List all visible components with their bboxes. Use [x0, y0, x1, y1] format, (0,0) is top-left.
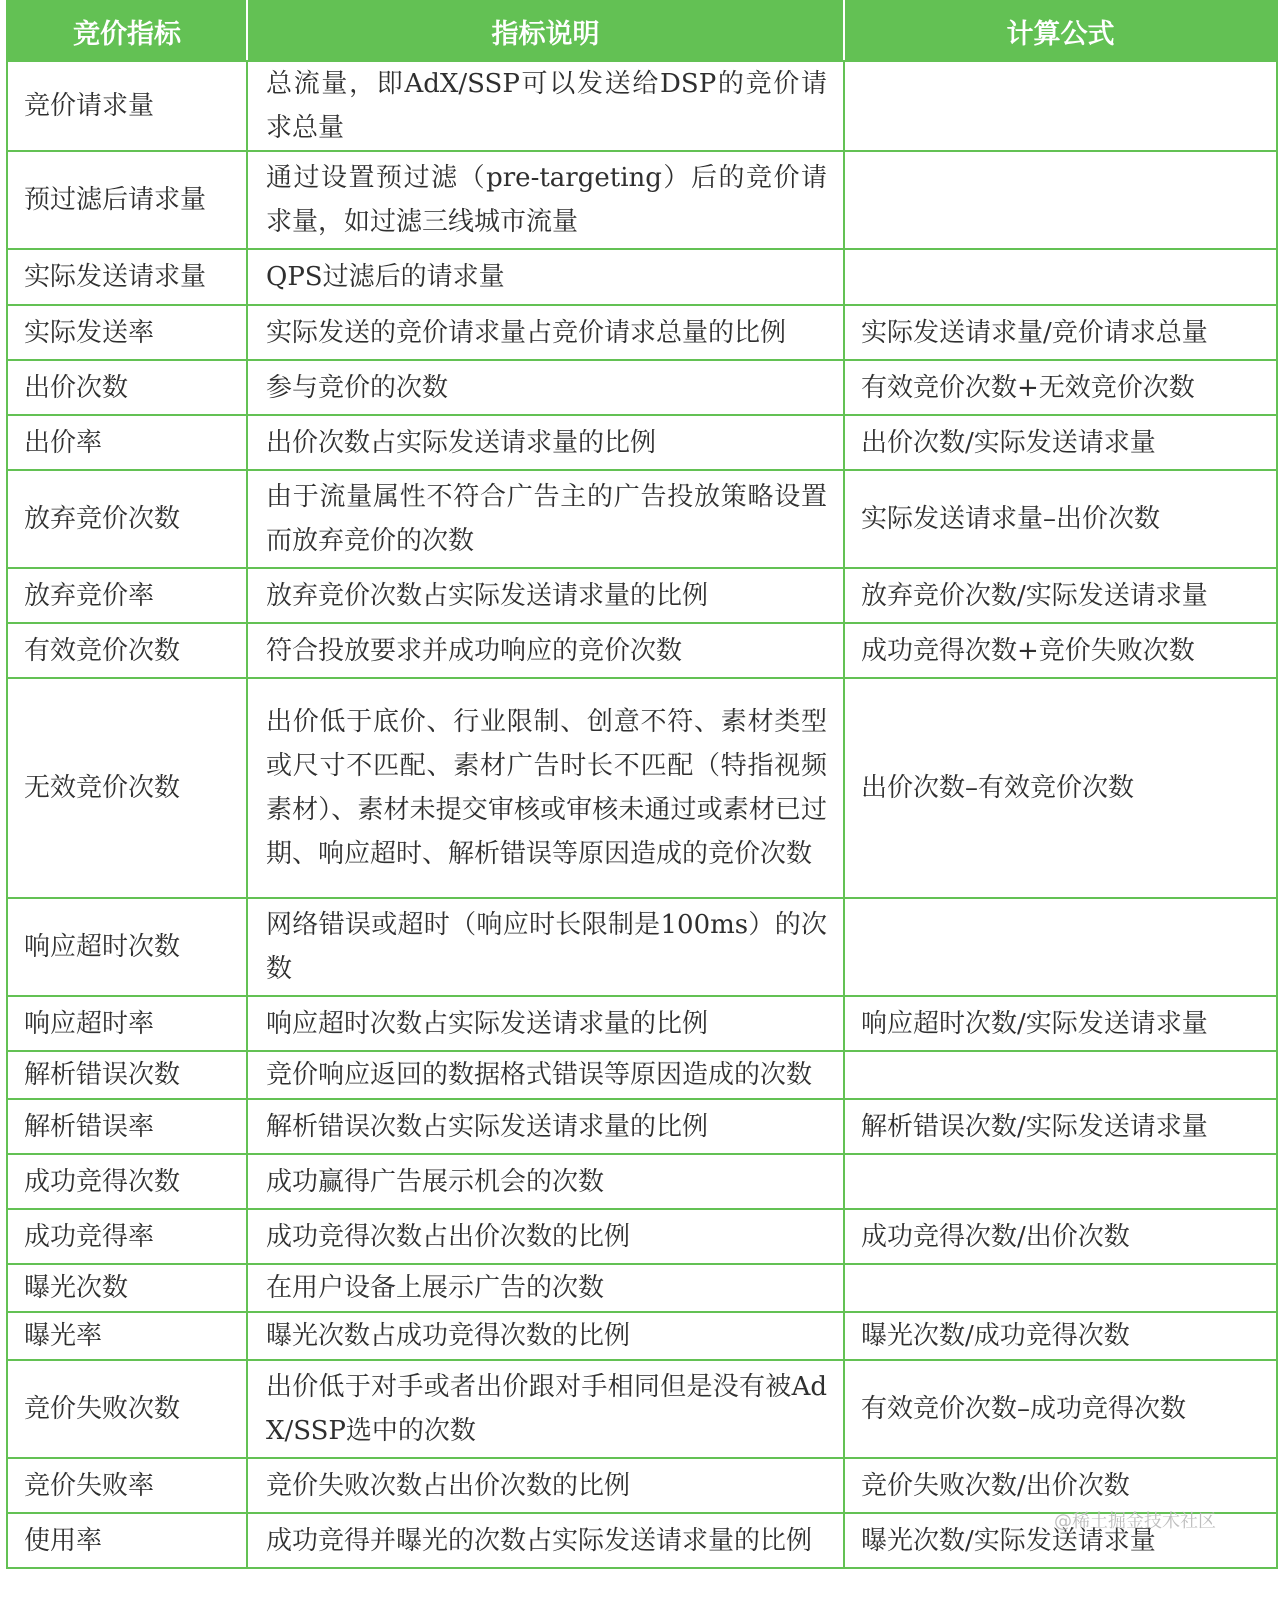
description-cell — [247, 898, 844, 996]
metric-cell — [7, 305, 247, 360]
table-row — [7, 415, 1277, 470]
metric-cell-text: 曝光率 — [24, 1321, 103, 1351]
table-row — [7, 151, 1277, 249]
formula-cell — [844, 1360, 1277, 1458]
metric-cell-text: 实际发送率 — [24, 317, 155, 348]
metric-cell — [7, 1360, 247, 1458]
formula-cell — [844, 470, 1277, 568]
table-row — [7, 996, 1277, 1051]
formula-cell — [844, 623, 1277, 678]
header-metric: 竞价指标 — [7, 1, 247, 61]
description-cell — [247, 1051, 844, 1099]
formula-cell — [844, 249, 1277, 305]
metric-cell-text: 有效竞价次数 — [24, 635, 181, 666]
description-cell — [247, 1312, 844, 1360]
formula-cell — [844, 415, 1277, 470]
metrics-table-container — [6, 0, 1276, 1569]
description-cell — [247, 1099, 844, 1154]
description-cell — [247, 1513, 844, 1568]
formula-cell-text: 实际发送请求量–出价次数 — [861, 504, 1161, 534]
header-description: 指标说明 — [247, 1, 844, 61]
description-cell — [247, 249, 844, 305]
table-row — [7, 1264, 1277, 1312]
metric-cell — [7, 415, 247, 470]
description-cell-text: 响应超时次数占实际发送请求量的比例 — [266, 1008, 709, 1039]
description-cell-text: 出价低于对手或者出价跟对手相同但是没有被AdX/SSP选中的次数 — [266, 1372, 827, 1446]
metric-cell — [7, 1154, 247, 1209]
description-cell — [247, 678, 844, 898]
formula-cell — [844, 568, 1277, 623]
formula-cell — [844, 305, 1277, 360]
description-cell-text: 成功竞得并曝光的次数占实际发送请求量的比例 — [266, 1525, 813, 1556]
formula-cell-text: 成功竞得次数+竞价失败次数 — [861, 635, 1195, 666]
metric-cell — [7, 470, 247, 568]
formula-cell — [844, 1154, 1277, 1209]
metric-cell — [7, 360, 247, 415]
table-row — [7, 1209, 1277, 1264]
metric-cell — [7, 1458, 247, 1513]
description-cell-text: 解析错误次数占实际发送请求量的比例 — [266, 1111, 709, 1142]
metric-cell-text: 放弃竞价次数 — [24, 504, 181, 534]
description-cell — [247, 151, 844, 249]
table-row — [7, 1051, 1277, 1099]
formula-cell — [844, 1264, 1277, 1312]
metric-cell — [7, 151, 247, 249]
metric-cell — [7, 1099, 247, 1154]
table-row — [7, 360, 1277, 415]
description-cell — [247, 1209, 844, 1264]
formula-cell-text: 响应超时次数/实际发送请求量 — [861, 1008, 1208, 1039]
metric-cell-text: 使用率 — [24, 1525, 103, 1556]
formula-cell-text: 成功竞得次数/出价次数 — [861, 1221, 1130, 1252]
metric-cell — [7, 1264, 247, 1312]
formula-cell-text: 曝光次数/成功竞得次数 — [861, 1321, 1130, 1351]
metric-cell — [7, 996, 247, 1051]
metric-cell-text: 响应超时次数 — [24, 932, 181, 962]
table-row — [7, 1458, 1277, 1513]
metric-cell-text: 响应超时率 — [24, 1008, 155, 1039]
metric-cell — [7, 61, 247, 151]
table-row — [7, 249, 1277, 305]
description-cell-text: 成功赢得广告展示机会的次数 — [266, 1166, 605, 1197]
table-row — [7, 898, 1277, 996]
metric-cell — [7, 1209, 247, 1264]
metric-cell-text: 无效竞价次数 — [24, 773, 181, 803]
bidding-metrics-table — [6, 0, 1278, 1569]
description-cell — [247, 1458, 844, 1513]
description-cell — [247, 305, 844, 360]
description-cell-text: 出价次数占实际发送请求量的比例 — [266, 427, 657, 458]
formula-cell-text: 有效竞价次数–成功竞得次数 — [861, 1394, 1187, 1424]
description-cell-text: 曝光次数占成功竞得次数的比例 — [266, 1321, 631, 1351]
metric-cell-text: 出价次数 — [24, 372, 129, 403]
formula-cell — [844, 996, 1277, 1051]
table-body — [7, 61, 1277, 1568]
table-row — [7, 568, 1277, 623]
table-row — [7, 305, 1277, 360]
table-row — [7, 470, 1277, 568]
description-cell — [247, 623, 844, 678]
table-row — [7, 1099, 1277, 1154]
metric-cell-text: 解析错误次数 — [24, 1060, 181, 1090]
description-cell — [247, 996, 844, 1051]
formula-cell — [844, 1209, 1277, 1264]
description-cell — [247, 470, 844, 568]
description-cell — [247, 1360, 844, 1458]
formula-cell-text: 放弃竞价次数/实际发送请求量 — [861, 580, 1208, 611]
metric-cell-text: 曝光次数 — [24, 1273, 129, 1303]
description-cell-text: 竞价响应返回的数据格式错误等原因造成的次数 — [266, 1060, 813, 1090]
watermark: @稀土掘金技术社区 — [1054, 1511, 1216, 1532]
formula-cell-text: 实际发送请求量/竞价请求总量 — [861, 317, 1208, 348]
table-row — [7, 1154, 1277, 1209]
metric-cell-text: 竞价请求量 — [24, 91, 155, 121]
description-cell-text: 实际发送的竞价请求量占竞价请求总量的比例 — [266, 317, 787, 348]
table-header-row — [7, 1, 1277, 61]
table-row — [7, 678, 1277, 898]
metric-cell-text: 预过滤后请求量 — [24, 185, 207, 215]
description-cell-text: 通过设置预过滤（pre-targeting）后的竞价请求量，如过滤三线城市流量 — [266, 163, 827, 237]
description-cell-text: 总流量，即AdX/SSP可以发送给DSP的竞价请求总量 — [266, 69, 827, 143]
formula-cell-text: 有效竞价次数+无效竞价次数 — [861, 372, 1195, 403]
metric-cell — [7, 1513, 247, 1568]
description-cell-text: 竞价失败次数占出价次数的比例 — [266, 1470, 631, 1501]
description-cell-text: 出价低于底价、行业限制、创意不符、素材类型或尺寸不匹配、素材广告时长不匹配（特指视频素材）、素材未提交审核或审核未通过或素材已过期、响应超时、解析错误等原因造成的竞价次数 — [266, 707, 827, 869]
metric-cell — [7, 249, 247, 305]
formula-cell — [844, 1458, 1277, 1513]
description-cell-text: QPS过滤后的请求量 — [266, 262, 505, 292]
metric-cell — [7, 568, 247, 623]
description-cell-text: 放弃竞价次数占实际发送请求量的比例 — [266, 580, 709, 611]
description-cell-text: 网络错误或超时（响应时长限制是100ms）的次数 — [266, 910, 827, 984]
description-cell — [247, 415, 844, 470]
formula-cell — [844, 151, 1277, 249]
formula-cell — [844, 1312, 1277, 1360]
metric-cell-text: 实际发送请求量 — [24, 262, 207, 292]
description-cell-text: 由于流量属性不符合广告主的广告投放策略设置而放弃竞价的次数 — [266, 482, 827, 556]
formula-cell — [844, 360, 1277, 415]
metric-cell-text: 成功竞得次数 — [24, 1166, 181, 1197]
formula-cell — [844, 61, 1277, 151]
formula-cell-text: 竞价失败次数/出价次数 — [861, 1470, 1130, 1501]
metric-cell — [7, 623, 247, 678]
metric-cell-text: 成功竞得率 — [24, 1221, 155, 1252]
description-cell — [247, 1154, 844, 1209]
table-row — [7, 1312, 1277, 1360]
table-row — [7, 61, 1277, 151]
description-cell — [247, 1264, 844, 1312]
metric-cell — [7, 678, 247, 898]
description-cell — [247, 61, 844, 151]
formula-cell-text: 出价次数–有效竞价次数 — [861, 773, 1135, 803]
description-cell-text: 成功竞得次数占出价次数的比例 — [266, 1221, 631, 1252]
metric-cell — [7, 1051, 247, 1099]
description-cell-text: 符合投放要求并成功响应的竞价次数 — [266, 635, 683, 666]
formula-cell — [844, 1051, 1277, 1099]
header-formula: 计算公式 — [844, 1, 1277, 61]
metric-cell — [7, 1312, 247, 1360]
table-row — [7, 623, 1277, 678]
description-cell — [247, 568, 844, 623]
description-cell-text: 参与竞价的次数 — [266, 372, 449, 403]
formula-cell — [844, 898, 1277, 996]
table-row — [7, 1360, 1277, 1458]
formula-cell-text: 解析错误次数/实际发送请求量 — [861, 1111, 1208, 1142]
metric-cell-text: 放弃竞价率 — [24, 580, 155, 611]
description-cell — [247, 360, 844, 415]
metric-cell-text: 解析错误率 — [24, 1111, 155, 1142]
metric-cell-text: 竞价失败次数 — [24, 1394, 181, 1424]
formula-cell-text: 出价次数/实际发送请求量 — [861, 427, 1156, 458]
formula-cell-text: 曝光次数/实际发送请求量 — [861, 1525, 1156, 1556]
metric-cell-text: 出价率 — [24, 427, 103, 458]
metric-cell-text: 竞价失败率 — [24, 1470, 155, 1501]
formula-cell — [844, 678, 1277, 898]
description-cell-text: 在用户设备上展示广告的次数 — [266, 1273, 605, 1303]
formula-cell — [844, 1099, 1277, 1154]
metric-cell — [7, 898, 247, 996]
